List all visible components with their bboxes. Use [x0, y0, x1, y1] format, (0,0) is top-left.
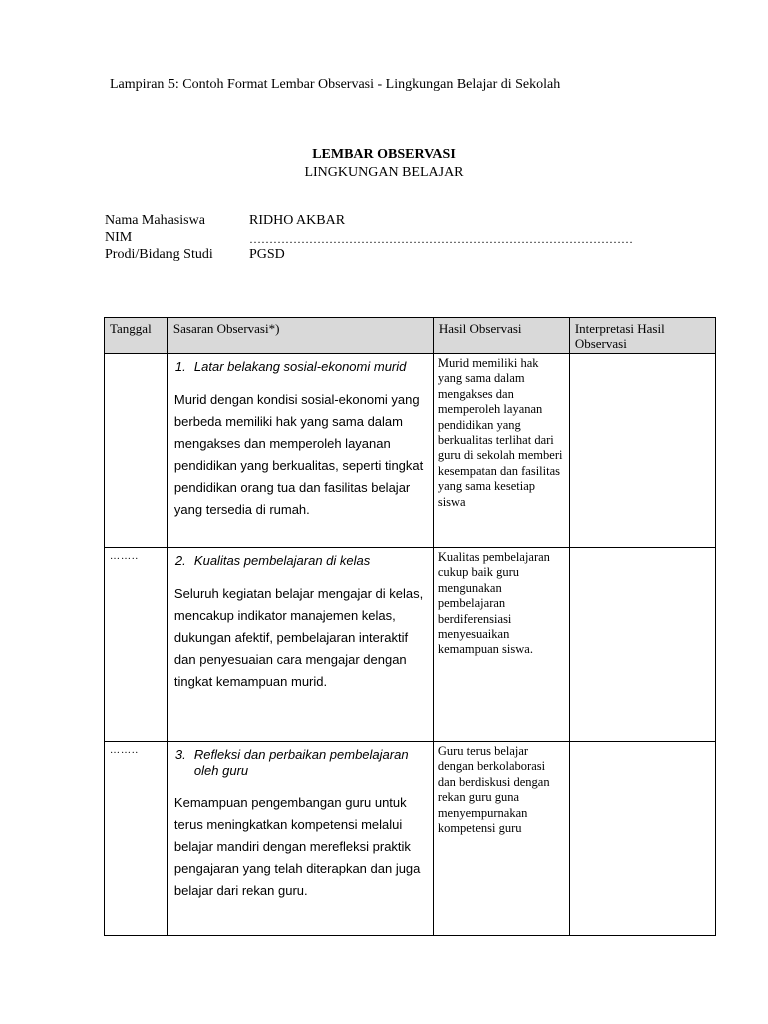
interpretation-cell: [569, 354, 715, 548]
date-cell: ……..: [105, 742, 168, 936]
header-interpretation: Interpretasi Hasil Observasi: [569, 318, 715, 354]
target-description: Kemampuan pengembangan guru untuk terus meningkatkan kompetensi melalui belajar mandiri dengan merefleksi praktik pengajaran yang telah diterapkan dan juga belajar dari rekan guru.: [173, 795, 421, 898]
target-cell: [167, 742, 433, 936]
header-date: Tanggal: [105, 318, 168, 354]
header-result: Hasil Observasi: [433, 318, 569, 354]
target-cell: [167, 548, 433, 742]
info-label: Prodi/Bidang Studi: [105, 247, 213, 262]
title-line-2: LINGKUNGAN BELAJAR: [304, 165, 464, 180]
target-heading: [174, 747, 429, 779]
date-cell: ……..: [105, 548, 168, 742]
header-target: Sasaran Observasi*): [167, 318, 433, 354]
info-value: RIDHO AKBAR: [249, 213, 346, 228]
info-value: PGSD: [249, 247, 285, 262]
target-heading: [174, 359, 429, 375]
result-cell: Murid memiliki hak yang sama dalam mengakses dan memperoleh layanan pendidikan yang berkualitas terlihat dari guru di sekolah memberi kesempatan dan fasilitas yang sama kesetiap siswa: [433, 354, 569, 548]
table-row: [105, 354, 716, 548]
document-title: [0, 146, 768, 182]
target-description: Seluruh kegiatan belajar mengajar di kelas, mencakup indikator manajemen kelas, dukungan afektif, pembelajaran interaktif dan penyesuaian cara mengajar dengan tingkat kemampuan murid.: [173, 586, 424, 689]
target-number: 1.: [174, 359, 186, 374]
info-label: NIM: [105, 230, 133, 245]
table-row: [105, 548, 716, 742]
interpretation-cell: [569, 742, 715, 936]
target-number: 3.: [174, 747, 186, 762]
target-title: Kualitas pembelajaran di kelas: [193, 553, 371, 568]
info-value: ……………………………………………………………………………………: [249, 232, 633, 246]
target-title: Latar belakang sosial-ekonomi murid: [193, 359, 407, 374]
interpretation-cell: [569, 548, 715, 742]
title-line-1: LEMBAR OBSERVASI: [312, 147, 456, 162]
result-cell: Kualitas pembelajaran cukup baik guru mengunakan pembelajaran berdiferensiasi menyesuaikan kemampuan siswa.: [433, 548, 569, 742]
date-cell: [105, 354, 168, 548]
target-number: 2.: [174, 553, 186, 568]
info-label: Nama Mahasiswa: [105, 213, 205, 228]
target-title: Refleksi dan perbaikan pembelajaran oleh guru: [193, 747, 409, 778]
target-description: Murid dengan kondisi sosial-ekonomi yang berbeda memiliki hak yang sama dalam mengakses dan memperoleh layanan pendidikan yang berkualitas, seperti tingkat pendidikan orang tua dan fasilitas belajar yang tersedia di rumah.: [173, 392, 424, 517]
appendix-caption: Lampiran 5: Contoh Format Lembar Observasi - Lingkungan Belajar di Sekolah: [110, 77, 561, 92]
observation-table: [104, 317, 716, 936]
table-header-row: [105, 318, 716, 354]
table-row: [105, 742, 716, 936]
target-heading: [174, 553, 429, 569]
target-cell: [167, 354, 433, 548]
result-cell: Guru terus belajar dengan berkolaborasi dan berdiskusi dengan rekan guru guna menyempurnakan kompetensi guru: [433, 742, 569, 936]
